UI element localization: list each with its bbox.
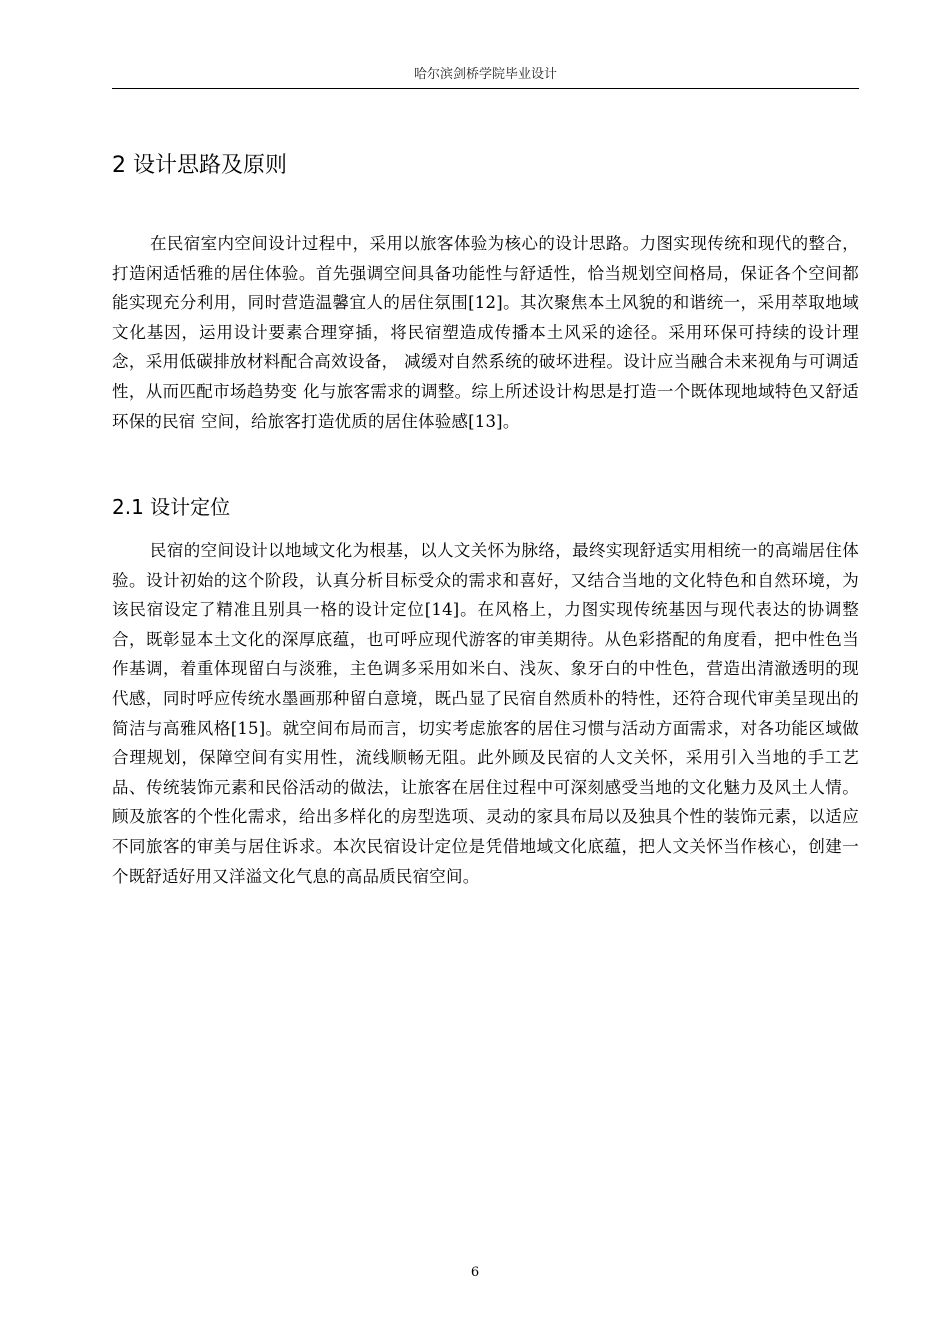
- section-title: 2.1 设计定位: [112, 495, 231, 519]
- chapter-body-paragraph: 在民宿室内空间设计过程中，采用以旅客体验为核心的设计思路。力图实现传统和现代的整合，打造闲适恬雅的居住体验。首先强调空间具备功能性与舒适性，恰当规划空间格局，保证各个空间都能实现充分利用，同时营造温馨宜人的居住氛围[12]。其次聚焦本土风貌的和谐统一，采用萃取地域文化基因，运用设计要素合理穿插，将民宿塑造成传播本土风采的途径。采用环保可持续的设计理念，采用低碳排放材料配合高效设备， 减缓对自然系统的破坏进程。设计应当融合未来视角与可调适性，从而匹配市场趋势变 化与旅客需求的调整。综上所述设计构思是打造一个既体现地域特色又舒适环保的民宿 空间，给旅客打造优质的居住体验感[13]。: [112, 234, 859, 431]
- section-body-paragraph: 民宿的空间设计以地域文化为根基，以人文关怀为脉络，最终实现舒适实用相统一的高端居住体验。设计初始的这个阶段，认真分析目标受众的需求和喜好，又结合当地的文化特色和自然环境，为该民宿设定了精准且别具一格的设计定位[14]。在风格上，力图实现传统基因与现代表达的协调整合，既彰显本土文化的深厚底蕴，也可呼应现代游客的审美期待。从色彩搭配的角度看，把中性色当作基调，着重体现留白与淡雅，主色调多采用如米白、浅灰、象牙白的中性色，营造出清澈透明的现代感，同时呼应传统水墨画那种留白意境，既凸显了民宿自然质朴的特性，还符合现代审美呈现出的简洁与高雅风格[15]。就空间布局而言，切实考虑旅客的居住习惯与活动方面需求，对各功能区域做合理规划，保障空间有实用性，流线顺畅无阻。此外顾及民宿的人文关怀，采用引入当地的手工艺品、传统装饰元素和民俗活动的做法，让旅客在居住过程中可深刻感受当地的文化魅力及风土人情。顾及旅客的个性化需求，给出多样化的房型选项、灵动的家具布局以及独具个性的装饰元素，以适应不同旅客的审美与居住诉求。本次民宿设计定位是凭借地域文化底蕴，把人文关怀当作核心，创建一个既舒适好用又洋溢文化气息的高品质民宿空间。: [112, 541, 859, 886]
- running-header: 哈尔滨剑桥学院毕业设计: [413, 67, 557, 82]
- page-number: 6: [470, 1265, 480, 1280]
- header-rule: [112, 88, 859, 89]
- chapter-title: 2 设计思路及原则: [112, 153, 287, 178]
